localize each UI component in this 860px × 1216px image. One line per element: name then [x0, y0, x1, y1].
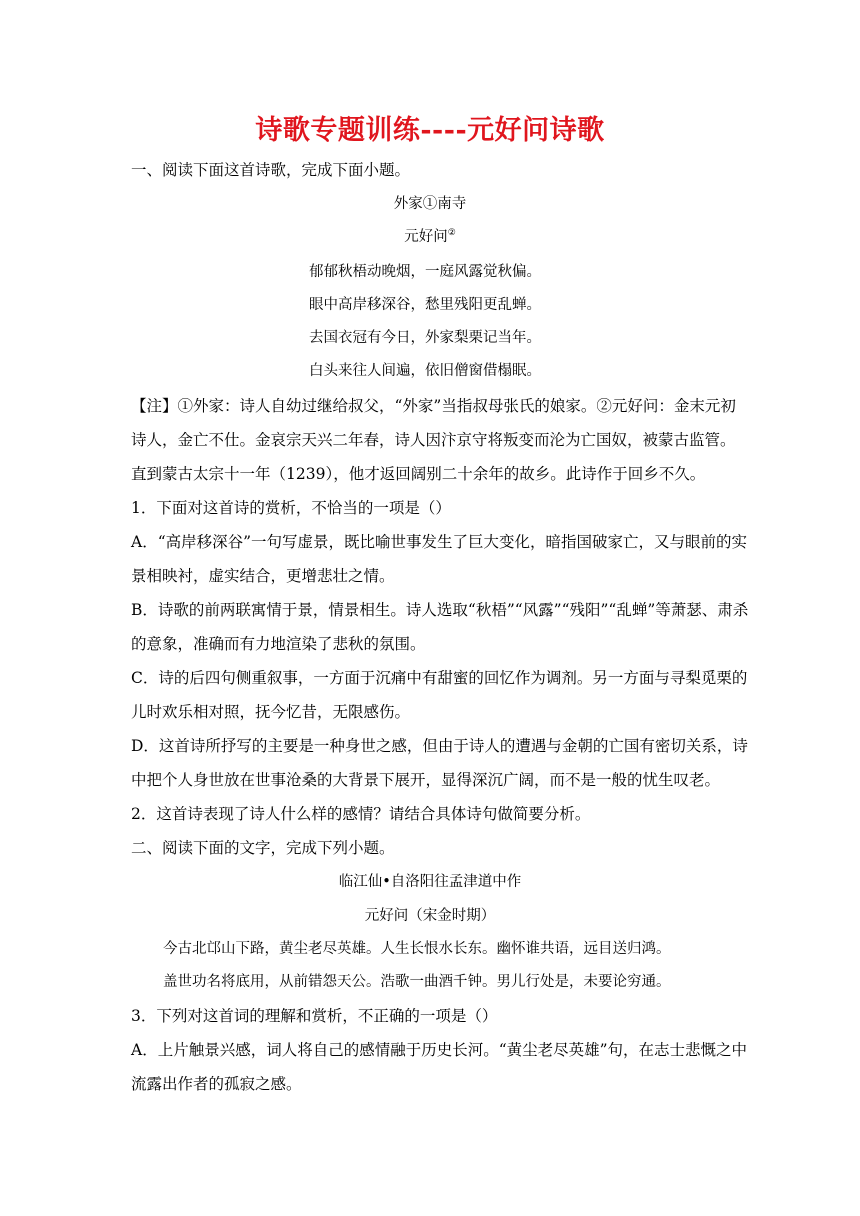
poem1-author — [0, 225, 860, 246]
option-d-line: 中把个人身世放在世事沧桑的大背景下展开，显得深沉广阔，而不是一般的忧生叹老。 — [131, 771, 721, 789]
poem1-line: 去国衣冠有今日，外家梨栗记当年。 — [309, 330, 541, 346]
poem1-line: 白头来往人间遍，依旧僧窗借榻眠。 — [309, 363, 541, 379]
poem1-line: 眼中高岸移深谷，愁里残阳更乱蝉。 — [309, 297, 541, 313]
option-b-line: B．诗歌的前两联寓情于景，情景相生。诗人选取“秋梧”“风露”“残阳”“乱蝉”等萧瑟、肃杀 — [131, 601, 749, 619]
section1-heading: 一、阅读下面这首诗歌，完成下面小题。 — [131, 161, 411, 179]
option-d-line: D．这首诗所抒写的主要是一种身世之感，但由于诗人的遭遇与金朝的亡国有密切关系，诗 — [131, 737, 748, 755]
option-c-line: C．诗的后四句侧重叙事，一方面于沉痛中有甜蜜的回忆作为调剂。另一方面与寻梨觅栗的 — [131, 669, 748, 687]
poem2-line: 盖世功名将底用，从前错怨天公。浩歌一曲酒千钟。男儿行处是，未要论穷通。 — [163, 974, 671, 990]
question-1: 1．下面对这首诗的赏析，不恰当的一项是（） — [131, 499, 451, 517]
note-line: 直到蒙古太宗十一年（1239），他才返回阔别二十余年的故乡。此诗作于回乡不久。 — [131, 465, 706, 483]
note-line: 【注】①外家：诗人自幼过继给叔父，“外家”当指叔母张氏的娘家。②元好问：金末元初 — [131, 397, 736, 415]
poem1-title: 外家①南寺 — [393, 196, 467, 212]
question-2: 2．这首诗表现了诗人什么样的感情？请结合具体诗句做简要分析。 — [131, 805, 591, 823]
q3-option-a-line: 流露出作者的孤寂之感。 — [131, 1075, 302, 1093]
poem2-line: 今古北邙山下路，黄尘老尽英雄。人生长恨水长东。幽怀谁共语，远目送归鸿。 — [163, 941, 671, 957]
option-b-line: 的意象，准确而有力地渲染了悲秋的氛围。 — [131, 635, 426, 653]
page-title: 诗歌专题训练----元好问诗歌 — [255, 115, 605, 146]
poem1-line: 郁郁秋梧动晚烟，一庭风露觉秋偏。 — [309, 264, 541, 280]
option-c-line: 儿时欢乐相对照，抚今忆昔，无限感伤。 — [131, 703, 411, 721]
poem1-author-name: 元好问 — [404, 229, 448, 245]
section2-heading: 二、阅读下面的文字，完成下列小题。 — [131, 839, 395, 857]
option-a-line: 景相映衬，虚实结合，更增悲壮之情。 — [131, 567, 395, 585]
poem1-author-note-mark: ② — [447, 228, 456, 239]
question-3: 3．下列对这首词的理解和赏析，不正确的一项是（） — [131, 1007, 498, 1025]
poem2-author: 元好问（宋金时期） — [364, 908, 496, 924]
poem2-title: 临江仙•自洛阳往孟津道中作 — [338, 874, 522, 890]
note-line: 诗人，金亡不仕。金哀宗天兴二年春，诗人因汴京守将叛变而沦为亡国奴，被蒙古监管。 — [131, 431, 736, 449]
q3-option-a-line: A．上片触景兴感，词人将自己的感情融于历史长河。“黄尘老尽英雄”句，在志士悲慨之中 — [131, 1041, 748, 1059]
option-a-line: A．“高岸移深谷”一句写虚景，既比喻世事发生了巨大变化，暗指国破家亡，又与眼前的实 — [131, 533, 748, 551]
